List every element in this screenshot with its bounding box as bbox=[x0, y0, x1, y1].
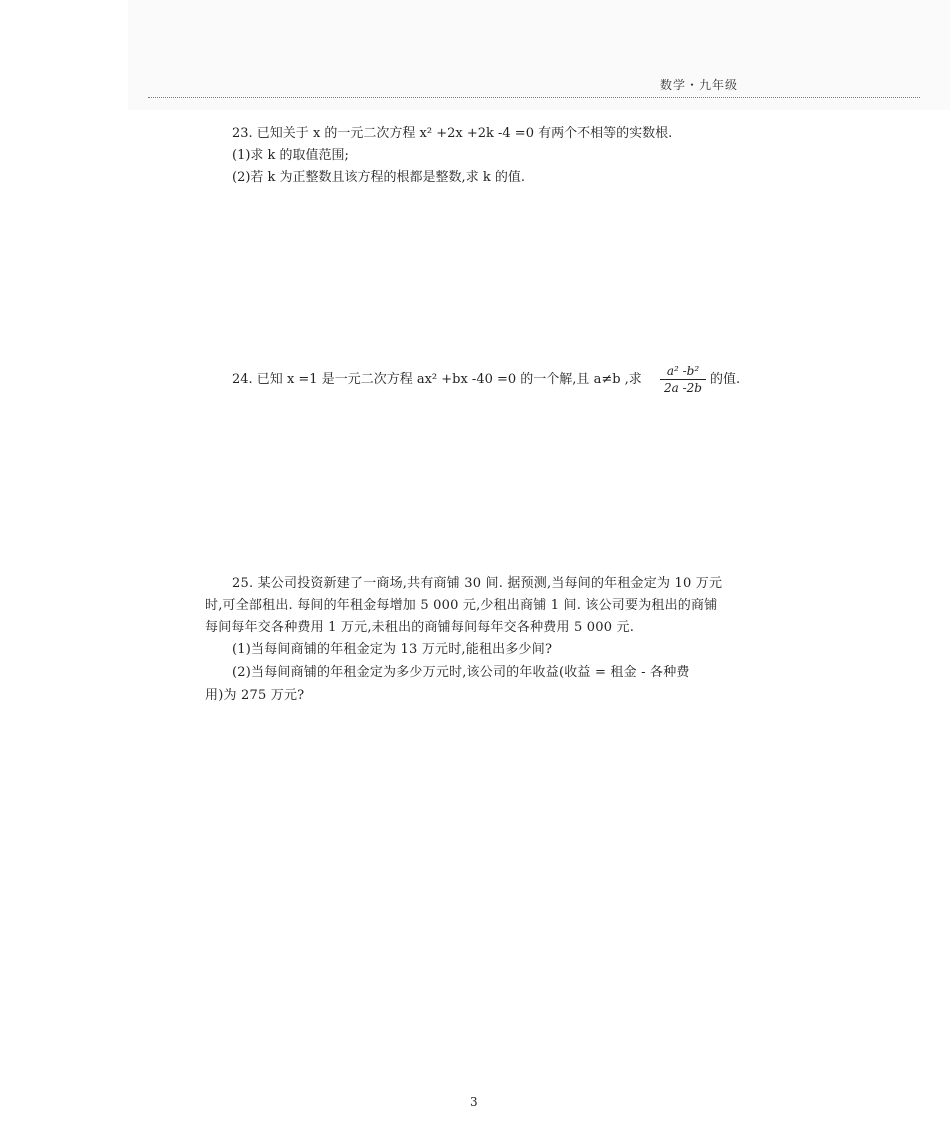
header-divider bbox=[148, 97, 920, 98]
problem-24-stem: 24. 已知 x =1 是一元二次方程 ax² +bx -40 =0 的一个解,且 a≠b ,求 bbox=[232, 372, 642, 387]
header-title: 数学・九年级 bbox=[660, 78, 739, 92]
problem-24-stem-end: 的值. bbox=[710, 372, 741, 387]
problem-23-stem: 23. 已知关于 x 的一元二次方程 x² +2x +2k -4 =0 有两个不相等的实数根. bbox=[232, 126, 673, 141]
problem-25-part-2-line-1: (2)当每间商铺的年租金定为多少万元时,该公司的年收益(收益 = 租金 - 各种费 bbox=[232, 665, 690, 680]
problem-25-line-1: 25. 某公司投资新建了一商场,共有商铺 30 间. 据预测,当每间的年租金定为 10 万元 bbox=[232, 576, 723, 591]
fraction-numerator: a² -b² bbox=[666, 364, 700, 378]
page-number: 3 bbox=[470, 1095, 478, 1109]
fraction-expression bbox=[660, 364, 706, 396]
fraction-denominator: 2a -2b bbox=[664, 381, 702, 395]
problem-25-line-3: 每间每年交各种费用 1 万元,未租出的商铺每间每年交各种费用 5 000 元. bbox=[205, 620, 635, 635]
header-background bbox=[128, 0, 950, 110]
problem-25-line-2: 时,可全部租出. 每间的年租金每增加 5 000 元,少租出商铺 1 间. 该公司要为租出的商铺 bbox=[205, 598, 718, 613]
problem-25-part-1: (1)当每间商铺的年租金定为 13 万元时,能租出多少间? bbox=[232, 642, 553, 657]
problem-25-part-2-line-2: 用)为 275 万元? bbox=[205, 688, 305, 703]
problem-23-part-2: (2)若 k 为正整数且该方程的根都是整数,求 k 的值. bbox=[232, 170, 525, 185]
problem-23-part-1: (1)求 k 的取值范围; bbox=[232, 148, 349, 163]
